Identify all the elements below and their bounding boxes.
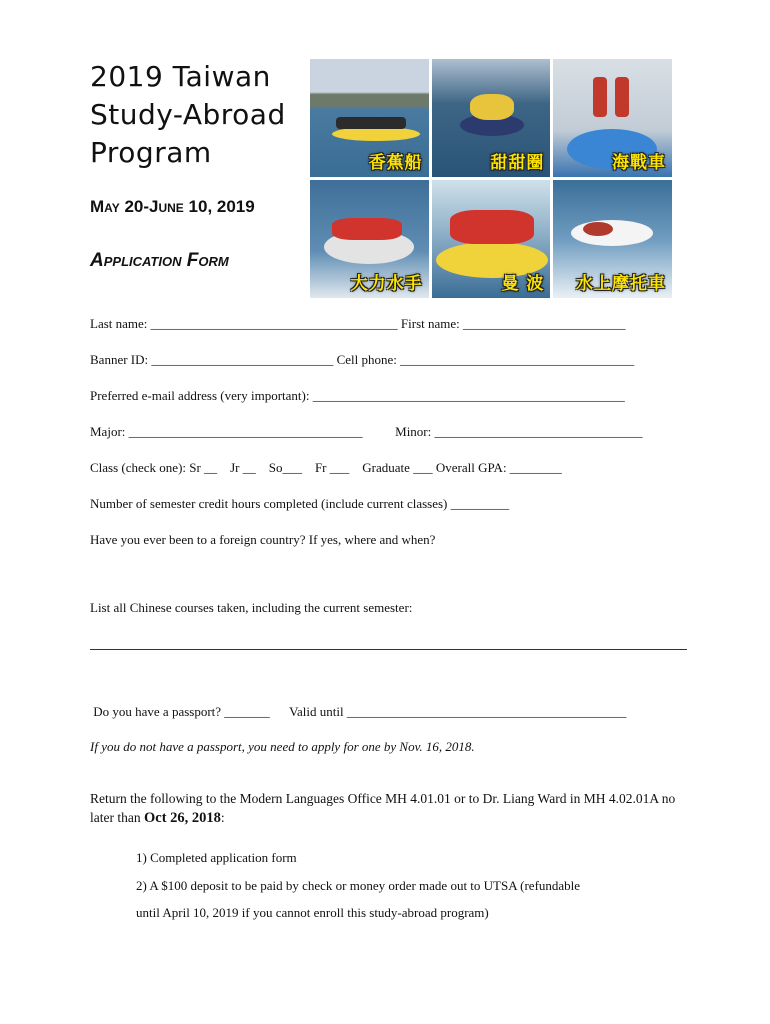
chinese-courses-answer-line[interactable] (90, 649, 687, 650)
photo-caption: 大力水手 (350, 274, 423, 294)
photo-caption: 香蕉船 (368, 153, 423, 173)
form-label: Application Form (90, 250, 229, 271)
program-dates: May 20-June 10, 2019 (90, 197, 255, 216)
email-field-line[interactable]: Preferred e-mail address (very important): ________________________________________________ (90, 388, 625, 403)
foreign-country-question: Have you ever been to a foreign country? If yes, where and when? (90, 532, 436, 547)
passport-field-line[interactable]: Do you have a passport? _______ Valid until ___________________________________________ (90, 704, 627, 719)
major-minor-field-line[interactable]: Major: ____________________________________ Minor: ________________________________ (90, 424, 643, 439)
page-title: 2019 Taiwan Study-Abroad Program (90, 60, 286, 169)
return-text: Return the following to the Modern Languages Office MH 4.01.01 or to Dr. Liang Ward in MH 4.02.01A no later than (90, 791, 676, 825)
chinese-courses-question: List all Chinese courses taken, including the current semester: (90, 600, 413, 615)
name-field-line[interactable]: Last name: ______________________________________ First name: _________________________ (90, 316, 626, 331)
credit-hours-field-line[interactable]: Number of semester credit hours completed (include current classes) _________ (90, 496, 510, 511)
class-gpa-field-line[interactable]: Class (check one): Sr __ Jr __ So___ Fr ___ Graduate ___ Overall GPA: ________ (90, 460, 562, 475)
banner-phone-field-line[interactable]: Banner ID: ____________________________ Cell phone: ____________________________________ (90, 352, 635, 367)
list-item: 1) Completed application form (136, 850, 297, 865)
passport-note: If you do not have a passport, you need to apply for one by Nov. 16, 2018. (90, 739, 475, 754)
photo-jet-ski (553, 180, 672, 298)
photo-caption: 甜甜圈 (490, 153, 545, 173)
photo-caption: 水上摩托車 (575, 274, 666, 294)
list-item: until April 10, 2019 if you cannot enroll this study-abroad program) (136, 905, 489, 920)
photo-caption: 曼 波 (501, 274, 545, 294)
photo-mambo-ride (432, 180, 551, 298)
deadline-date: Oct 26, 2018 (143, 810, 221, 826)
return-instructions (90, 789, 690, 828)
photo-grid (310, 59, 672, 298)
photo-caption: 海戰車 (611, 153, 666, 173)
list-item: 2) A $100 deposit to be paid by check or money order made out to UTSA (refundable (136, 878, 581, 893)
return-end: : (220, 810, 225, 825)
photo-sea-tank (553, 59, 672, 177)
photo-banana-boat (310, 59, 429, 177)
photo-donut-ride (432, 59, 551, 177)
photo-popeye-ride (310, 180, 429, 298)
